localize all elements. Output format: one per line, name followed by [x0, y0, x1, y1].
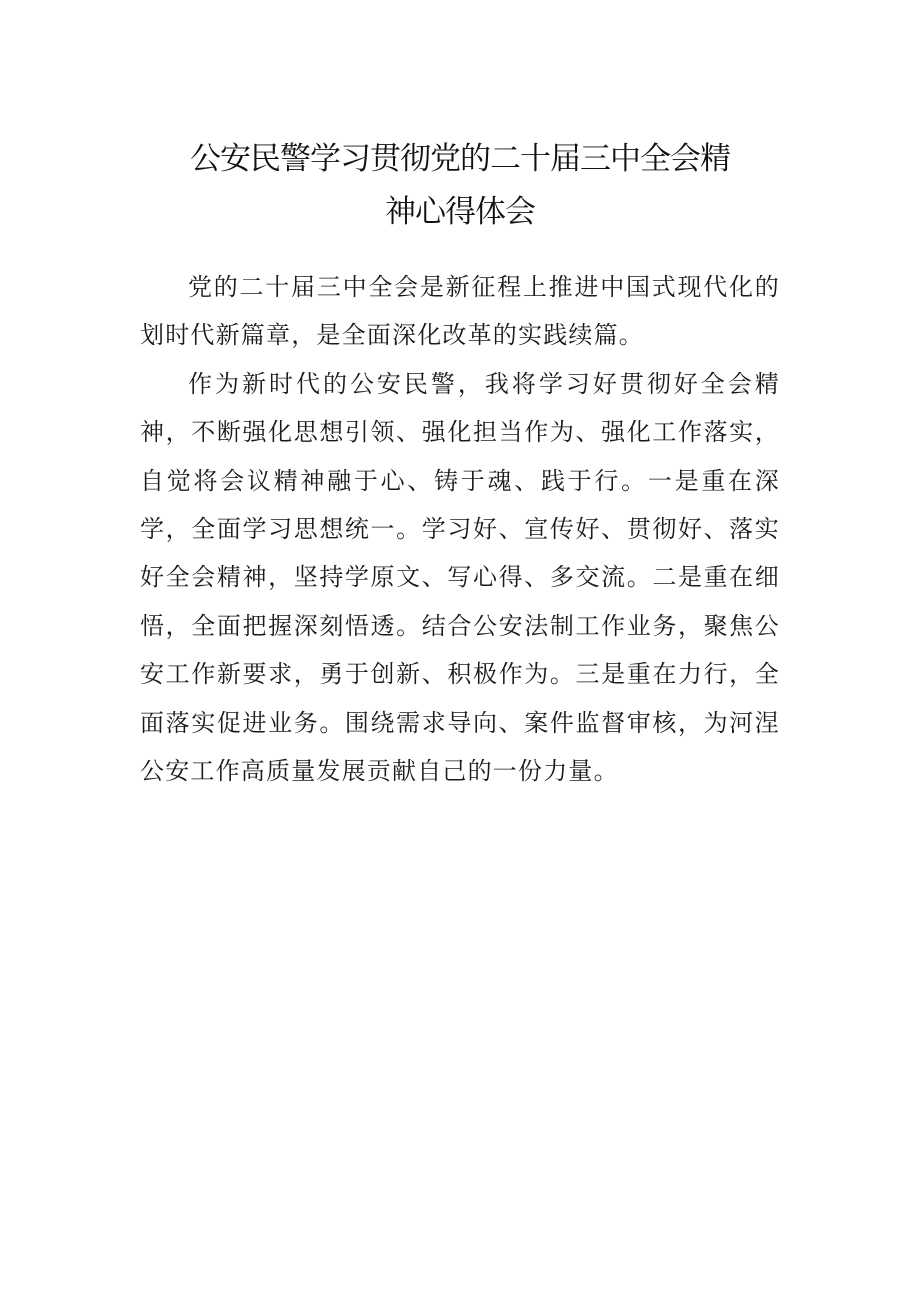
- title-line-1: 公安民警学习贯彻党的二十届三中全会精: [190, 141, 730, 177]
- title-line-2: 神心得体会: [385, 194, 535, 230]
- paragraph-1: 党的二十届三中全会是新征程上推进中国式现代化的划时代新篇章，是全面深化改革的实践续篇。: [140, 273, 780, 350]
- document-body: [140, 263, 780, 795]
- paragraph-2: 作为新时代的公安民警，我将学习好贯彻好全会精神，不断强化思想引领、强化担当作为、强化工作落实，自觉将会议精神融于心、铸于魂、践于行。一是重在深学，全面学习思想统一。学习好、宣传好、贯彻好、落实好全会精神，坚持学原文、写心得、多交流。二是重在细悟，全面把握深刻悟透。结合公安法制工作业务，聚焦公安工作新要求，勇于创新、积极作为。三是重在力行，全面落实促进业务。围绕需求导向、案件监督审核，为河涅公安工作高质量发展贡献自己的一份力量。: [140, 369, 780, 786]
- document-title: [140, 133, 780, 239]
